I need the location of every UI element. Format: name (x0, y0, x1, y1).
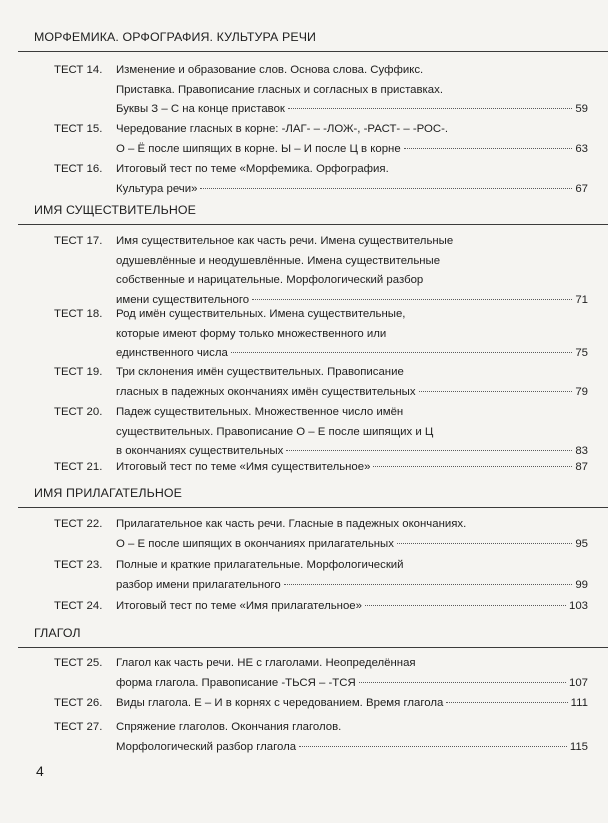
dot-leader (373, 465, 572, 467)
page-ref: 67 (575, 182, 588, 195)
page-ref: 79 (575, 385, 588, 398)
entry-last-line (116, 674, 588, 694)
entry-title-line: разбор имени прилагательного (116, 578, 281, 591)
entry-title-line: имени существительного (116, 293, 250, 306)
dot-leader (200, 187, 572, 189)
test-label: ТЕСТ 21. (54, 461, 103, 473)
page-ref: 59 (575, 103, 588, 115)
entry-title-line: в окончаниях существительных (116, 445, 284, 457)
entry-title-line: Чередование гласных в корне: -ЛАГ- – -ЛОЖ-, -РАСТ- – -РОС-. (116, 123, 449, 135)
entry-title-line: Приставка. Правописание гласных и согласных в приставках. (116, 83, 443, 96)
entry-last-line (116, 694, 588, 714)
page-ref: 103 (568, 600, 588, 612)
entry-last-line (116, 100, 588, 120)
section-heading: ИМЯ СУЩЕСТВИТЕЛЬНОЕ (34, 203, 197, 217)
dot-leader (288, 107, 572, 109)
entry-title-line: Буквы З – С на конце приставок (116, 103, 285, 115)
section-heading: ИМЯ ПРИЛАГАТЕЛЬНОЕ (34, 486, 183, 500)
entry-title-line: одушевлённые и неодушевлённые. Имена существительные (116, 254, 441, 267)
page-ref: 99 (575, 578, 588, 591)
entry-last-line (116, 180, 588, 200)
entry-title-line: единственного числа (116, 347, 228, 359)
dot-leader (404, 147, 573, 149)
test-label: ТЕСТ 17. (54, 235, 103, 247)
entry-title-line: О – Ё после шипящих в корне. Ы – И после Ц в корне (116, 142, 401, 155)
dot-leader (299, 745, 567, 747)
test-label: ТЕСТ 22. (54, 518, 103, 530)
dot-leader (446, 701, 567, 703)
entry-title-line: Падеж существительных. Множественное число имён (116, 406, 404, 418)
dot-leader (397, 542, 572, 544)
test-label: ТЕСТ 24. (54, 600, 103, 612)
entry-title-line: которые имеют форму только множественного или (116, 327, 387, 340)
section-heading: ГЛАГОЛ (34, 626, 81, 640)
entry-title-line: Глагол как часть речи. НЕ с глаголами. Неопределённая (116, 657, 416, 669)
entry-last-line (116, 576, 588, 596)
section-divider (18, 224, 608, 225)
page-ref: 111 (570, 697, 588, 709)
dot-leader (286, 449, 572, 451)
page-ref: 107 (568, 676, 588, 689)
entry-title-line: гласных в падежных окончаниях имён существительных (116, 385, 416, 398)
entry-title-line: Род имён существительных. Имена существительные, (116, 308, 406, 320)
page-ref: 83 (575, 445, 588, 457)
test-label: ТЕСТ 23. (54, 559, 103, 571)
dot-leader (231, 351, 572, 353)
page-ref: 115 (569, 740, 588, 753)
entry-last-line (116, 535, 588, 555)
entry-last-line (116, 344, 588, 364)
page-ref: 71 (575, 293, 588, 306)
test-label: ТЕСТ 27. (54, 721, 103, 733)
entry-title-line: Полные и краткие прилагательные. Морфологический (116, 559, 404, 571)
entry-title-line: существительных. Правописание О – Е после шипящих и Ц (116, 425, 434, 438)
entry-last-line (116, 597, 588, 617)
entry-title-line: О – Е после шипящих в окончаниях прилагательных (116, 537, 394, 550)
page-ref: 95 (575, 537, 588, 550)
test-label: ТЕСТ 20. (54, 406, 103, 418)
page-ref: 87 (575, 461, 588, 473)
test-label: ТЕСТ 19. (54, 366, 103, 378)
entry-title-line: Итоговый тест по теме «Морфемика. Орфография. (116, 163, 389, 175)
dot-leader (359, 681, 566, 683)
test-label: ТЕСТ 18. (54, 308, 103, 320)
page-ref: 75 (575, 347, 588, 359)
entry-last-line (116, 738, 588, 758)
dot-leader (365, 604, 566, 606)
dot-leader (284, 583, 573, 585)
section-divider (18, 507, 608, 508)
entry-title-line: Имя существительное как часть речи. Имена существительные (116, 235, 454, 247)
test-label: ТЕСТ 14. (54, 64, 103, 76)
page-number: 4 (36, 763, 44, 779)
entry-last-line (116, 140, 588, 160)
entry-title-line: Морфологический разбор глагола (116, 740, 297, 753)
test-label: ТЕСТ 26. (54, 697, 103, 709)
section-divider (18, 51, 608, 52)
section-heading: МОРФЕМИКА. ОРФОГРАФИЯ. КУЛЬТУРА РЕЧИ (34, 30, 317, 44)
entry-title-line: форма глагола. Правописание -ТЬСЯ – -ТСЯ (116, 676, 356, 689)
dot-leader (252, 298, 572, 300)
test-label: ТЕСТ 25. (54, 657, 103, 669)
entry-title-line: Итоговый тест по теме «Имя существительное» (116, 461, 371, 473)
entry-title-line: Изменение и образование слов. Основа слова. Суффикс. (116, 64, 424, 76)
entry-title-line: Три склонения имён существительных. Правописание (116, 366, 404, 378)
entry-title-line: Спряжение глаголов. Окончания глаголов. (116, 721, 342, 733)
section-divider (18, 647, 608, 648)
entry-title-line: Виды глагола. Е – И в корнях с чередованием. Время глагола (116, 697, 444, 709)
dot-leader (419, 390, 573, 392)
entry-last-line (116, 458, 588, 478)
entry-title-line: собственные и нарицательные. Морфологический разбор (116, 274, 424, 286)
test-label: ТЕСТ 15. (54, 123, 103, 135)
page-ref: 63 (575, 142, 588, 155)
entry-last-line (116, 383, 588, 403)
entry-title-line: Культура речи» (116, 182, 198, 195)
entry-title-line: Итоговый тест по теме «Имя прилагательное» (116, 600, 362, 612)
entry-title-line: Прилагательное как часть речи. Гласные в падежных окончаниях. (116, 518, 467, 530)
test-label: ТЕСТ 16. (54, 163, 103, 175)
